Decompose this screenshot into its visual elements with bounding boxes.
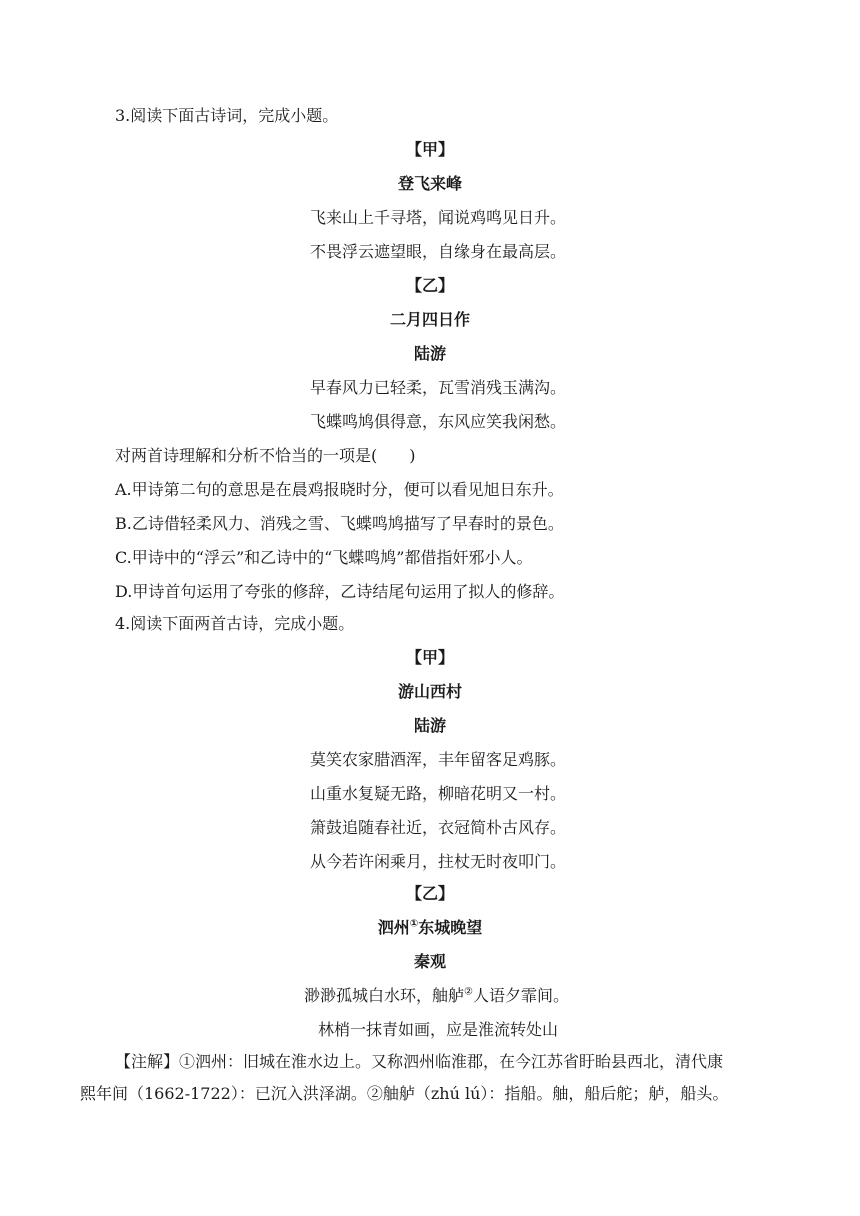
- q4-jia-line-2: 山重水复疑无路，柳暗花明又一村。: [310, 784, 567, 803]
- q3-yi-author: 陆游: [413, 344, 446, 363]
- q4-yi-title-b: 东城晚望: [418, 918, 483, 937]
- q3-option-c: C.甲诗中的“浮云”和乙诗中的“飞蝶鸣鸠”都借指奸邪小人。: [115, 548, 533, 567]
- q4-heading: 4.阅读下面两首古诗，完成小题。: [115, 614, 355, 633]
- q4-yi-line-2: 林梢一抹青如画，应是淮流转处山: [318, 1020, 559, 1039]
- q3-option-d: D.甲诗首句运用了夸张的修辞，乙诗结尾句运用了拟人的修辞。: [115, 582, 565, 601]
- q4-yi-title: [0, 918, 860, 938]
- q4-yi-title-a: 泗州: [377, 918, 410, 937]
- q3-option-a: A.甲诗第二句的意思是在晨鸡报晓时分，便可以看见旭日东升。: [115, 480, 564, 499]
- q4-yi-line-1-footnote-mark: ②: [464, 986, 473, 998]
- q3-jia-line-2: 不畏浮云遮望眼，自缘身在最高层。: [310, 242, 567, 261]
- q3-yi-title: 二月四日作: [389, 310, 470, 329]
- q4-jia-author: 陆游: [413, 716, 446, 735]
- q4-yi-line-1-a: 渺渺孤城白水环，舳舻: [304, 986, 465, 1005]
- q3-yi-tag: 【乙】: [405, 276, 454, 295]
- q4-jia-line-3: 箫鼓追随春社近，衣冠简朴古风存。: [310, 818, 567, 837]
- q3-heading: 3.阅读下面古诗词，完成小题。: [115, 106, 339, 125]
- q3-jia-title: 登飞来峰: [397, 174, 462, 193]
- q4-note-line-1: 【注解】①泗州：旧城在淮水边上。又称泗州临淮郡，在今江苏省盱眙县西北，清代康: [115, 1052, 724, 1071]
- q4-jia-line-1: 莫笑农家腊酒浑，丰年留客足鸡豚。: [310, 750, 567, 769]
- q3-option-b: B.乙诗借轻柔风力、消残之雪、飞蝶鸣鸠描写了早春时的景色。: [115, 514, 564, 533]
- q4-jia-tag: 【甲】: [405, 648, 454, 667]
- q4-yi-title-footnote-mark: ①: [409, 918, 419, 930]
- q4-yi-author: 秦观: [413, 952, 446, 971]
- q3-jia-line-1: 飞来山上千寻塔，闻说鸡鸣见日升。: [310, 208, 567, 227]
- q3-yi-line-1: 早春风力已轻柔，瓦雪消残玉满沟。: [310, 378, 567, 397]
- q4-yi-tag: 【乙】: [405, 884, 454, 903]
- q3-yi-line-2: 飞蝶鸣鸠俱得意，东风应笑我闲愁。: [310, 412, 567, 431]
- q4-note-line-2: 熙年间（1662-1722）：已沉入洪泽湖。②舳舻（zhú lú）：指船。舳，船后舵；舻，船头。: [80, 1084, 729, 1103]
- q3-jia-tag: 【甲】: [405, 140, 454, 159]
- q4-jia-title: 游山西村: [397, 682, 462, 701]
- q4-yi-line-1: [304, 986, 569, 1006]
- q4-yi-line-1-b: 人语夕霏间。: [472, 986, 569, 1005]
- q4-jia-line-4: 从今若许闲乘月，拄杖无时夜叩门。: [310, 852, 567, 871]
- q3-question: 对两首诗理解和分析不恰当的一项是( ): [115, 446, 416, 465]
